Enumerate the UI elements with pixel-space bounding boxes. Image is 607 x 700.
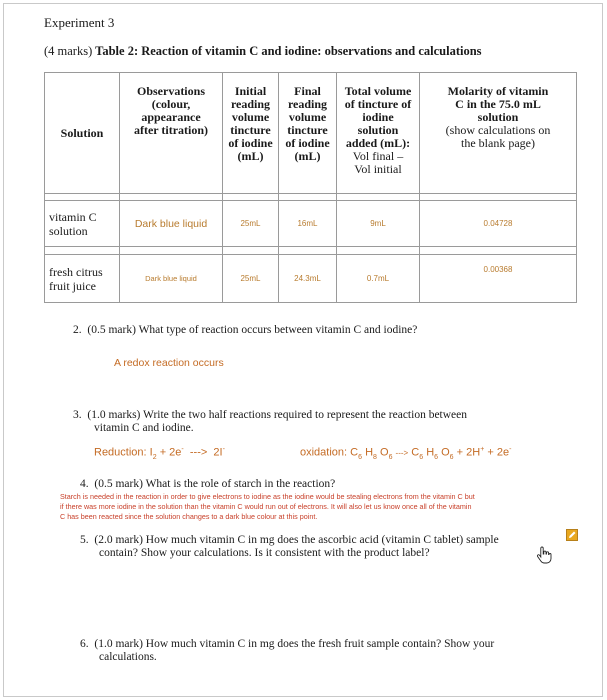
- row-initial-volume[interactable]: 25mL: [223, 255, 279, 303]
- table-title: [44, 44, 482, 59]
- pencil-edit-icon[interactable]: [566, 529, 578, 541]
- row-initial-volume[interactable]: 25mL: [223, 201, 279, 247]
- table-row: [45, 255, 577, 303]
- question-6-line2: calculations.: [99, 651, 157, 663]
- hand-cursor-icon: [536, 546, 552, 569]
- row-total-volume[interactable]: 9mL: [337, 201, 420, 247]
- question-2: 2. (0.5 mark) What type of reaction occurs between vitamin C and iodine?: [73, 324, 418, 336]
- question-3: 3. (1.0 marks) Write the two half reactions required to represent the reaction between: [73, 409, 468, 421]
- oxidation-half-reaction[interactable]: oxidation: $C_6$ $H_8$ $O_6$ ---> $C_6$ $H_6$ $O_6 + 2H^+ + 2e^-$: [300, 446, 512, 461]
- header-initial-reading: Initial reading volume tincture of iodine (mL): [223, 73, 279, 194]
- question-5: 5. (2.0 mark) How much vitamin C in mg does the ascorbic acid (vitamin C tablet) sample: [80, 534, 499, 546]
- row-molarity[interactable]: 0.04728: [420, 201, 577, 247]
- question-4: 4. (0.5 mark) What is the role of starch in the reaction?: [80, 478, 336, 490]
- header-solution: Solution: [45, 73, 120, 194]
- row-observation[interactable]: Dark blue liquid: [120, 255, 223, 303]
- header-final-reading: Final reading volume tincture of iodine (mL): [279, 73, 337, 194]
- row-observation[interactable]: Dark blue liquid: [120, 201, 223, 247]
- header-observations: Observations (colour, appearance after titration): [120, 73, 223, 194]
- row-final-volume[interactable]: 16mL: [279, 201, 337, 247]
- question-5-line2: contain? Show your calculations. Is it consistent with the product label?: [99, 547, 430, 559]
- question-2-answer[interactable]: A redox reaction occurs: [114, 357, 224, 369]
- table-row: [45, 201, 577, 247]
- row-final-volume[interactable]: 24.3mL: [279, 255, 337, 303]
- table-title-text: Table 2: Reaction of vitamin C and iodine: observations and calculations: [95, 44, 482, 58]
- observations-table: [44, 72, 577, 303]
- header-total-volume: Total volume of tincture of iodine solution added (mL): Vol final – Vol initial: [337, 73, 420, 194]
- row-total-volume[interactable]: 0.7mL: [337, 255, 420, 303]
- row-solution-name: fresh citrus fruit juice: [45, 255, 120, 303]
- table-marks: (4 marks): [44, 44, 93, 58]
- question-6: 6. (1.0 mark) How much vitamin C in mg does the fresh fruit sample contain? Show your: [80, 638, 495, 650]
- table-header-row: [45, 73, 577, 194]
- reduction-half-reaction[interactable]: Reduction: $I_2 + 2e^-$ ---> 2I-: [94, 446, 225, 461]
- row-solution-name: vitamin C solution: [45, 201, 120, 247]
- row-molarity[interactable]: 0.00368: [420, 255, 577, 303]
- question-3-line2: vitamin C and iodine.: [94, 422, 194, 434]
- experiment-title: Experiment 3: [44, 15, 115, 30]
- question-4-answer[interactable]: Starch is needed in the reaction in order to give electrons to iodine as the iodine would be stealing electrons from the vitamin C but if there was more iodine in the solution than the vitamin C would run out of electrons. It will also let us know once all of the vitamin C has been reacted since the solution changes to a dark blue colour at this point.: [60, 492, 475, 521]
- header-molarity: Molarity of vitamin C in the 75.0 mL solution (show calculations on the blank page): [420, 73, 577, 194]
